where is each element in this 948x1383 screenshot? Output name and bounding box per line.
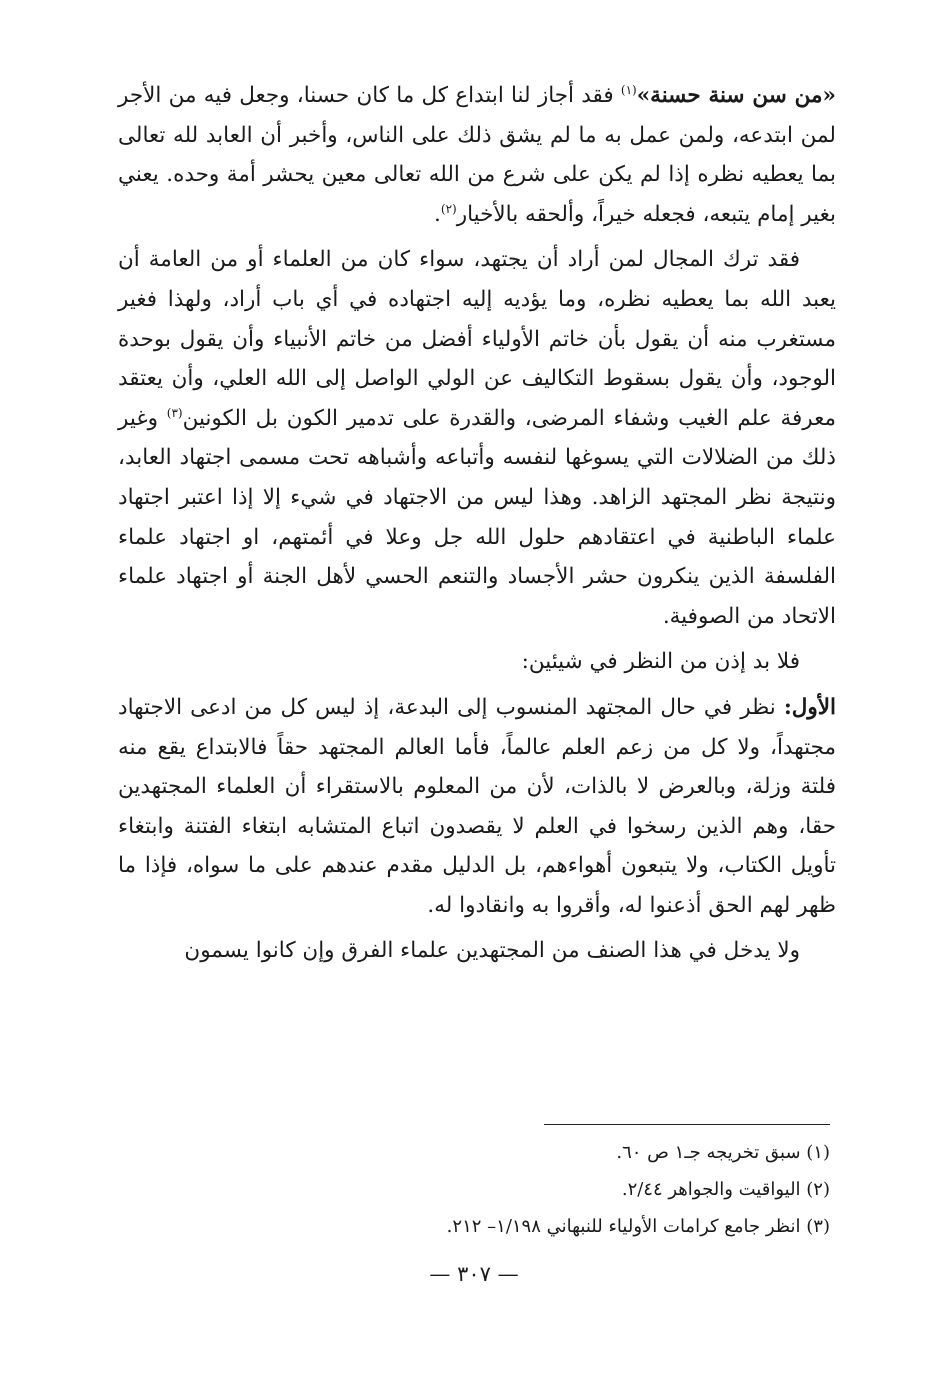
paragraph-1 — [118, 76, 836, 234]
page-body — [118, 76, 836, 977]
footnote-ref-1: (١) — [620, 82, 637, 97]
first-point-label: الأول: — [783, 694, 836, 720]
footnote-2: (٢) اليواقيت والجواهر ٢/٤٤. — [621, 1179, 830, 1200]
hadith-quote: «من سن سنة حسنة» — [636, 83, 836, 108]
paragraph-2 — [118, 240, 836, 636]
paragraph-4-text: نظر في حال المجتهد المنسوب إلى البدعة، إذ ليس كل من ادعى الاجتهاد مجتهداً، ولا كل من زعم العلم عالماً، فأما العالم المجتهد حقاً فالابتداع يقع منه فلتة وزلة، وبالعرض لا بالذات، لأن من المعلوم بالاستقراء أن العلماء المجتهدين حقا، وهم الذين رسخوا في العلم لا يقصدون اتباع المتشابه ابتغاء الفتنة وابتغاء تأويل الكتاب، ولا يتبعون أهواءهم، بل الدليل مقدم عندهم على ما سواه، فإذا ما ظهر لهم الحق أذعنوا له، وأقروا به وانقادوا له. — [118, 694, 836, 918]
paragraph-1-text: فقد أجاز لنا ابتداع كل ما كان حسنا، وجعل فيه من الأجر لمن ابتدعه، ولمن عمل به ما لم يشق ذلك على الناس، وأخبر أن العابد لله تعالى بما يعطيه نظره إذا لم يكن على شرع من الله تعالى معين يحشر أمة وحده. يعني بغير إمام يتبعه، فجعله خيراً، وألحقه بالأخيار — [118, 83, 836, 227]
footnote-1: (١) سبق تخريجه جـ١ ص ٦٠. — [616, 1142, 830, 1163]
footnote-divider — [544, 1124, 830, 1125]
paragraph-4 — [118, 688, 836, 926]
paragraph-3: فلا بد إذن من النظر في شيئين: — [521, 649, 800, 675]
paragraph-5: ولا يدخل في هذا الصنف من المجتهدين علماء الفرق وإن كانوا يسمون — [184, 938, 800, 964]
page-number: — ٣٠٧ — — [429, 1262, 519, 1286]
footnote-ref-3: (٣) — [166, 405, 183, 420]
paragraph-2-text-b: وغير ذلك من الضلالات التي يسوغها لنفسه وأتباعه وأشباهه تحت مسمى اجتهاد العابد، ونتيجة نظر المجتهد الزاهد. وهذا ليس من الاجتهاد في شيء إلا إذا اعتبر اجتهاد علماء الباطنية في اعتقادهم حلول الله جل وعلا في أئمتهم، او اجتهاد علماء الفلسفة الذين ينكرون حشر الأجساد والتنعم الحسي لأهل الجنة أو اجتهاد علماء الاتحاد من الصوفية. — [118, 405, 836, 629]
footnote-ref-2: (٢) — [440, 201, 457, 216]
paragraph-2-text-a: فقد ترك المجال لمن أراد أن يجتهد، سواء كان من العلماء أو من العامة أن يعبد الله بما يعطيه نظره، وما يؤديه إليه اجتهاده في أي باب أراد، ولهذا فغير مستغرب منه أن يقول بأن خاتم الأولياء أفضل من خاتم الأنبياء وأن يقول بوحدة الوجود، وأن يقول بسقوط التكاليف عن الولي الواصل إلى الله العلي، وأن يعتقد معرفة علم الغيب وشفاء المرضى، والقدرة على تدمير الكون بل الكونين — [118, 247, 837, 431]
paragraph-1-end: . — [434, 201, 441, 227]
footnote-3: (٣) انظر جامع كرامات الأولياء للنبهاني ١/١٩٨– ٢١٢. — [446, 1216, 830, 1237]
footnotes — [112, 1134, 830, 1245]
